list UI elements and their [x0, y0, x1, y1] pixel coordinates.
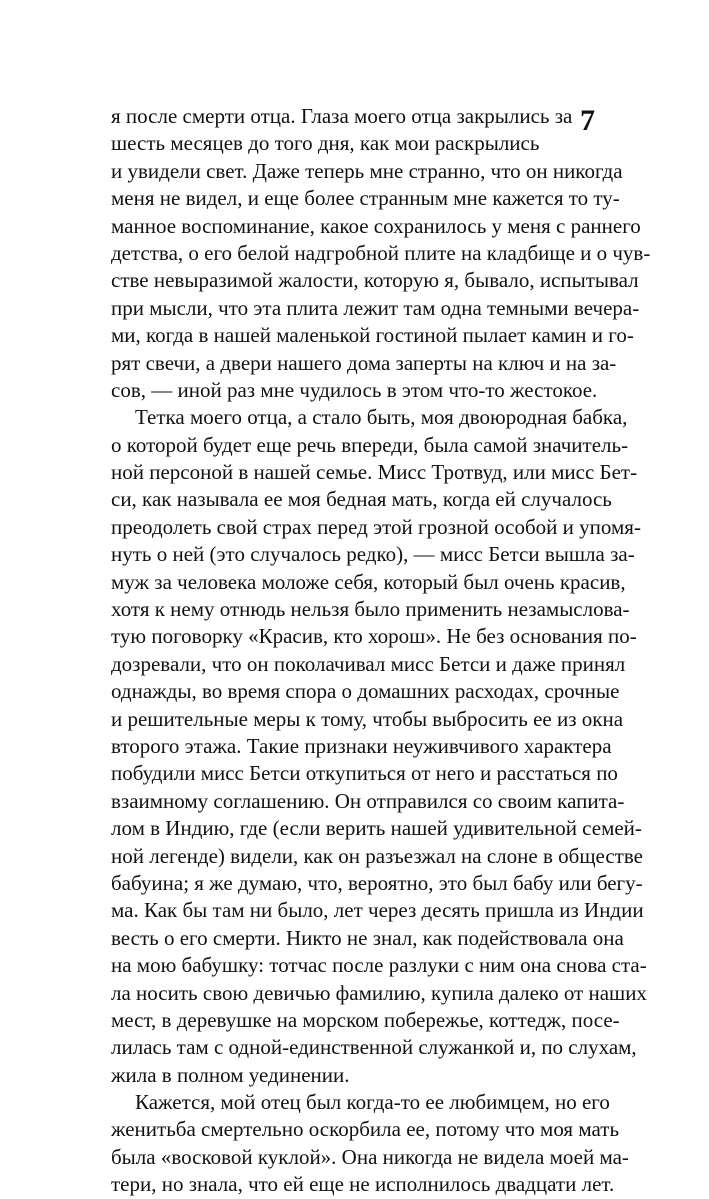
- text-line: лилась там с одной-единственной служанкой и, по слухам,: [111, 1035, 637, 1060]
- text-line: лом в Индию, где (если верить нашей удивительной семей-: [111, 816, 642, 841]
- text-line: детства, о его белой надгробной плите на кладбище и о чув-: [111, 240, 651, 265]
- text-line: Тетка моего отца, а стало быть, моя двоюродная бабка,: [135, 405, 628, 430]
- text-line: мест, в деревушке на морском побережье, коттедж, посе-: [111, 1007, 620, 1032]
- text-line: ной персоной в нашей семье. Мисс Тротвуд, или мисс Бет-: [111, 460, 638, 485]
- text-line: меня не видел, и еще более странным мне кажется то ту-: [111, 186, 620, 211]
- page-number: 7: [580, 104, 595, 137]
- text-line: хотя к нему отнюдь нельзя было применить незамыслова-: [111, 597, 630, 622]
- text-line: Кажется, мой отец был когда-то ее любимцем, но его: [135, 1090, 610, 1115]
- text-line: я после смерти отца. Глаза моего отца закрылись за: [111, 104, 573, 128]
- text-line: и решительные меры к тому, чтобы выбросить ее из окна: [111, 706, 624, 731]
- text-line: нуть о ней (это случалось редко), — мисс Бетси вышла за-: [111, 542, 635, 567]
- text-line: стве невыразимой жалости, которую я, бывало, испытывал: [111, 268, 639, 293]
- text-line: ми, когда в нашей маленькой гостиной пылает камин и го-: [111, 323, 634, 348]
- text-line: си, как называла ее моя бедная мать, когда ей случалось: [111, 487, 612, 512]
- text-line: взаимному соглашению. Он отправился со своим капита-: [111, 788, 625, 813]
- text-line: женитьба смертельно оскорбила ее, потому что моя мать: [111, 1117, 620, 1142]
- text-line: тую поговорку «Красив, кто хорош». Не без основания по-: [111, 624, 637, 649]
- text-line: жила в полном уединении.: [111, 1062, 350, 1087]
- text-line: о которой будет еще речь впереди, была самой значитель-: [111, 432, 629, 457]
- text-line: муж за человека моложе себя, который был очень красив,: [111, 569, 626, 594]
- text-line: ма. Как бы там ни было, лет через десять пришла из Индии: [111, 898, 644, 923]
- text-line: однажды, во время спора о домашних расходах, срочные: [111, 679, 620, 704]
- text-line: сов, — иной раз мне чудилось в этом что-то жестокое.: [111, 377, 598, 402]
- text-line: была «восковой куклой». Она никогда не видела моей ма-: [111, 1144, 629, 1169]
- body-text: [111, 103, 651, 1199]
- text-line: ной легенде) видели, как он разъезжал на слоне в обществе: [111, 843, 643, 868]
- text-line: дозревали, что он поколачивал мисс Бетси и даже принял: [111, 651, 626, 676]
- text-line: преодолеть свой страх перед этой грозной особой и упомя-: [111, 514, 641, 539]
- text-line: рят свечи, а двери нашего дома заперты на ключ и на за-: [111, 350, 617, 375]
- text-line: весть о его смерти. Никто не знал, как подействовала она: [111, 925, 624, 950]
- text-line: второго этажа. Такие признаки неуживчивого характера: [111, 733, 612, 758]
- text-line: на мою бабушку: тотчас после разлуки с ним она снова ста-: [111, 953, 647, 978]
- text-line: манное воспоминание, какое сохранилось у меня с раннего: [111, 213, 641, 238]
- text-line: тери, но знала, что ей еще не исполнилось двадцати лет.: [111, 1172, 615, 1197]
- text-line: бабуина; я же думаю, что, вероятно, это был бабу или бегу-: [111, 870, 643, 895]
- text-line: и увидели свет. Даже теперь мне странно, что он никогда: [111, 158, 623, 183]
- text-line: ла носить свою девичью фамилию, купила далеко от наших: [111, 980, 647, 1005]
- text-line: шесть месяцев до того дня, как мои раскрылись: [111, 131, 540, 156]
- text-line: при мысли, что эта плита лежит там одна темными вечера-: [111, 295, 640, 320]
- text-line: побудили мисс Бетси откупиться от него и расстаться по: [111, 761, 618, 786]
